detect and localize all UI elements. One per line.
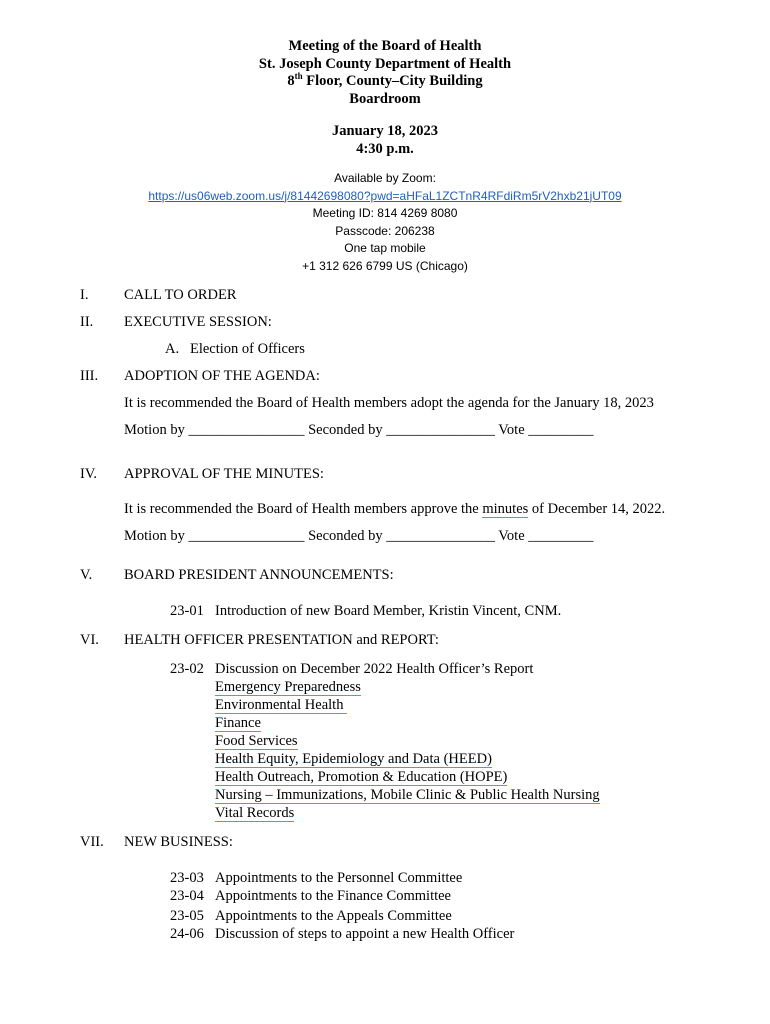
header-location: 8th Floor, County–City Building xyxy=(287,71,483,89)
minutes-link[interactable]: minutes xyxy=(482,501,529,517)
agenda-heading: CALL TO ORDER xyxy=(124,287,237,303)
zoom-meeting-id: Meeting ID: 814 4269 8080 xyxy=(312,206,458,220)
meeting-datetime xyxy=(0,123,770,158)
report-link-food-services[interactable]: Food Services xyxy=(215,733,298,749)
item-text: Appointments to the Personnel Committee xyxy=(215,870,463,886)
item-number: 23-03 xyxy=(170,870,204,886)
header-title: Meeting of the Board of Health xyxy=(288,38,482,54)
agenda-numeral: VII. xyxy=(80,834,104,850)
report-link-emergency-preparedness[interactable]: Emergency Preparedness xyxy=(215,679,361,695)
report-link-nursing[interactable]: Nursing – Immunizations, Mobile Clinic & Public Health Nursing xyxy=(215,787,600,803)
agenda-recommendation: It is recommended the Board of Health members approve the minutes of December 14, 2022. xyxy=(124,501,666,517)
item-number: 23-02 xyxy=(170,661,204,677)
header-organization: St. Joseph County Department of Health xyxy=(258,55,512,72)
report-link-vital-records[interactable]: Vital Records xyxy=(215,805,295,821)
item-number: 23-04 xyxy=(170,888,204,904)
header-room: Boardroom xyxy=(349,90,421,107)
agenda-heading: APPROVAL OF THE MINUTES: xyxy=(124,466,324,482)
zoom-phone: +1 312 626 6799 US (Chicago) xyxy=(302,258,468,273)
motion-line: Motion by ________________ Seconded by _______________ Vote _________ xyxy=(124,528,594,544)
zoom-info xyxy=(0,170,770,275)
item-text: Discussion of steps to appoint a new Health Officer xyxy=(215,926,515,942)
item-text: Appointments to the Finance Committee xyxy=(215,888,451,904)
agenda-subitem: A. Election of Officers xyxy=(165,341,305,357)
agenda-heading: ADOPTION OF THE AGENDA: xyxy=(124,368,320,384)
agenda-numeral: II. xyxy=(80,314,94,330)
item-text: Appointments to the Appeals Committee xyxy=(215,908,452,924)
meeting-header xyxy=(0,38,770,108)
agenda-numeral: I. xyxy=(80,287,89,303)
report-links xyxy=(215,678,600,822)
item-text: Introduction of new Board Member, Kristin Vincent, CNM. xyxy=(215,603,562,619)
agenda-numeral: IV. xyxy=(80,466,98,482)
zoom-passcode: Passcode: 206238 xyxy=(335,223,435,238)
report-link-environmental-health[interactable]: Environmental Health xyxy=(215,697,348,713)
agenda-numeral: V. xyxy=(80,567,93,583)
report-link-hope[interactable]: Health Outreach, Promotion & Education (HOPE) xyxy=(215,769,508,785)
zoom-one-tap-label: One tap mobile xyxy=(344,241,426,255)
meeting-time: 4:30 p.m. xyxy=(356,140,414,157)
zoom-link[interactable]: https://us06web.zoom.us/j/81442698080?pwd=aHFaL1ZCTnR4RFdiRm5rV2hxb21jUT09 xyxy=(148,188,622,203)
agenda-heading: EXECUTIVE SESSION: xyxy=(124,314,272,330)
report-link-finance[interactable]: Finance xyxy=(215,715,261,731)
item-number: 23-05 xyxy=(170,908,204,924)
agenda-numeral: VI. xyxy=(80,632,99,648)
agenda-heading: HEALTH OFFICER PRESENTATION and REPORT: xyxy=(124,632,439,648)
item-text: Discussion on December 2022 Health Officer’s Report xyxy=(215,661,534,677)
meeting-date: January 18, 2023 xyxy=(332,123,438,139)
report-link-heed[interactable]: Health Equity, Epidemiology and Data (HEED) xyxy=(215,751,492,767)
agenda-recommendation: It is recommended the Board of Health members adopt the agenda for the January 18, 2023 xyxy=(124,395,654,411)
item-number: 24-06 xyxy=(170,926,204,942)
zoom-available-label: Available by Zoom: xyxy=(334,171,436,185)
agenda-numeral: III. xyxy=(80,368,99,384)
agenda-heading: NEW BUSINESS: xyxy=(124,834,233,850)
agenda-heading: BOARD PRESIDENT ANNOUNCEMENTS: xyxy=(124,567,394,583)
motion-line: Motion by ________________ Seconded by _______________ Vote _________ xyxy=(124,422,594,438)
item-number: 23-01 xyxy=(170,603,204,619)
